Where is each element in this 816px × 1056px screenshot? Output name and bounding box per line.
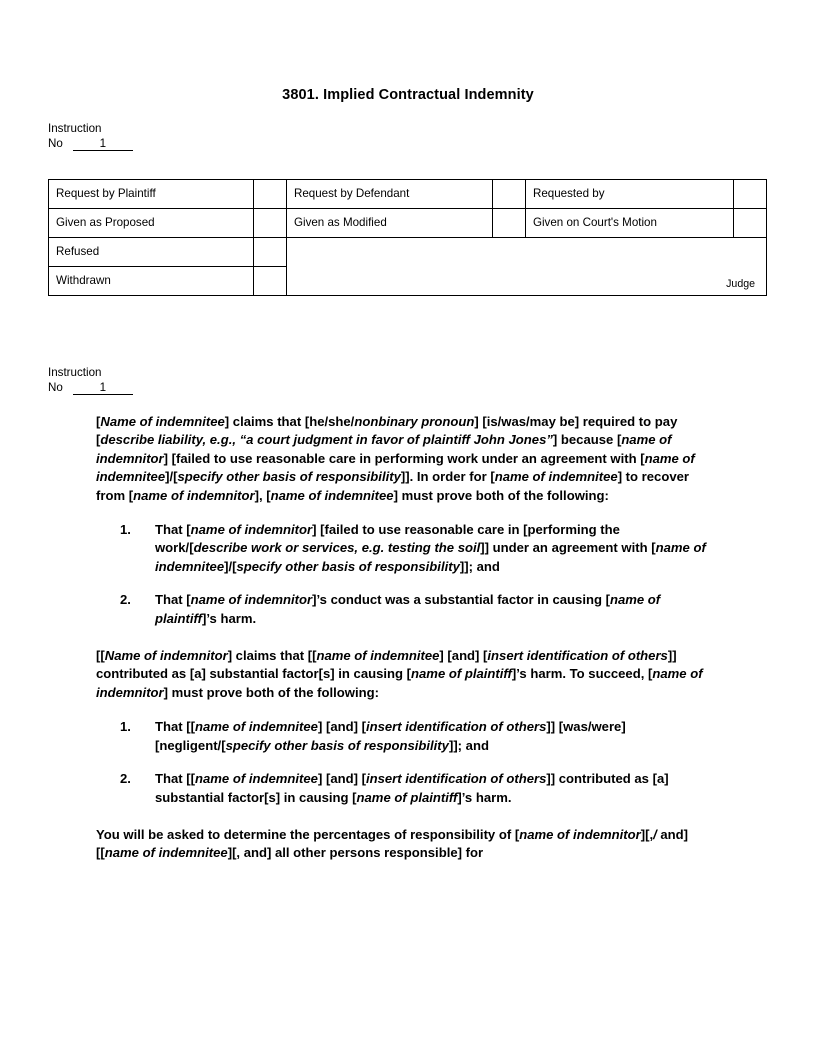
placeholder-text: name of indemnitee — [96, 450, 695, 485]
placeholder-text: / — [653, 826, 657, 842]
instruction-body — [96, 413, 714, 863]
static-text: ] [failed to use reasonable care in [performing the work/[ — [155, 522, 620, 556]
placeholder-text: insert identification of others — [365, 771, 547, 787]
instruction-no-label: No — [48, 136, 63, 150]
cell-refused: Refused — [49, 238, 254, 267]
paragraph-percentages — [96, 826, 714, 863]
checkbox-given-on-courts-motion[interactable] — [733, 209, 766, 238]
static-text: ]] contributed as [a] substantial factor[s] in causing [ — [96, 648, 677, 682]
placeholder-text: name of indemnitor — [519, 826, 641, 842]
static-text: ] [and] [ — [439, 648, 488, 664]
static-text: ] claims that [[ — [227, 648, 317, 664]
cell-request-by-plaintiff: Request by Plaintiff — [49, 180, 254, 209]
instruction-number-row — [48, 137, 133, 152]
static-text: [[ — [96, 648, 105, 664]
elements-list-indemnitor — [96, 718, 714, 807]
placeholder-text: name of plaintiff — [356, 789, 458, 805]
placeholder-text: name of indemnitee — [195, 771, 318, 787]
checkbox-request-by-plaintiff[interactable] — [253, 180, 286, 209]
placeholder-text: name of indemnitee — [316, 648, 440, 664]
checkbox-given-as-proposed[interactable] — [253, 209, 286, 238]
placeholder-text: insert identification of others — [487, 648, 668, 664]
list-item-text — [155, 719, 626, 752]
cell-given-as-modified: Given as Modified — [286, 209, 492, 238]
placeholder-text: Name of indemnitor — [104, 648, 228, 664]
placeholder-text: name of indemnitee — [155, 540, 706, 574]
list-item-text — [155, 771, 669, 804]
signature-label-judge: Judge — [726, 278, 755, 290]
cell-requested-by: Requested by — [525, 180, 733, 209]
cell-withdrawn: Withdrawn — [49, 267, 254, 296]
static-text: ] must prove both of the following: — [393, 487, 609, 503]
placeholder-text: name of indemnitee — [494, 469, 618, 485]
instruction-number-header-body — [48, 366, 133, 395]
cell-given-on-courts-motion: Given on Court's Motion — [525, 209, 733, 238]
static-text: ] [and] [ — [317, 719, 366, 735]
checkbox-requested-by[interactable] — [733, 180, 766, 209]
static-text: ] to recover from [ — [96, 469, 689, 503]
static-text: That [ — [155, 592, 191, 608]
placeholder-text: specify other basis of responsibility — [236, 558, 460, 574]
static-text: ]] [was/were] [negligent/[ — [155, 719, 626, 753]
cell-request-by-defendant: Request by Defendant — [286, 180, 492, 209]
static-text: That [ — [155, 522, 191, 538]
instruction-no-label: No — [48, 380, 63, 394]
placeholder-text: name of indemnitor — [96, 432, 672, 466]
placeholder-text: describe work or services, e.g. testing the soil — [193, 540, 481, 556]
list-item-number: 1. — [120, 719, 131, 735]
judge-signature-cell — [286, 238, 766, 296]
static-text: You will be asked to determine the percentages of responsibility of [ — [96, 826, 520, 842]
instruction-number-row — [48, 381, 133, 396]
table-row — [49, 209, 767, 238]
paragraph-comparative-fault — [96, 647, 714, 702]
instruction-no-value[interactable]: 1 — [73, 137, 133, 151]
static-text: ], [ — [254, 487, 271, 503]
list-item-number: 2. — [120, 771, 131, 787]
list-item — [96, 770, 714, 807]
static-text: That [[ — [155, 771, 195, 787]
list-item — [96, 591, 714, 628]
placeholder-text: name of indemnitor — [190, 522, 313, 538]
placeholder-text: name of indemnitee — [195, 719, 318, 735]
page-title: 3801. Implied Contractual Indemnity — [282, 87, 534, 103]
static-text: and] [[ — [96, 826, 688, 861]
checkbox-given-as-modified[interactable] — [492, 209, 525, 238]
static-text: ][, and] all other persons responsible] for — [227, 845, 484, 861]
static-text: [ — [96, 414, 101, 429]
static-text: ]’s harm. To succeed, [ — [511, 666, 653, 682]
static-text: That [[ — [155, 719, 195, 735]
static-text: ]]; and — [459, 558, 500, 574]
static-text: ] [is/was/may be] required to pay [ — [96, 414, 678, 448]
static-text: ]’s harm. — [457, 789, 512, 805]
placeholder-text: specify other basis of responsibility — [177, 469, 401, 485]
signature-block — [464, 276, 755, 291]
static-text: ] because [ — [552, 432, 622, 448]
placeholder-text: name of indemnitor — [133, 487, 255, 503]
checkbox-withdrawn[interactable] — [253, 267, 286, 296]
static-text: ]]. In order for [ — [400, 469, 495, 485]
static-text: ] [and] [ — [317, 771, 366, 787]
instruction-disposition-table — [48, 179, 767, 296]
placeholder-text: insert identification of others — [365, 719, 547, 735]
list-item-number: 1. — [120, 522, 131, 538]
placeholder-text: name of indemnitee — [104, 845, 228, 861]
static-text: ]’s conduct was a substantial factor in causing [ — [312, 592, 610, 608]
placeholder-text: name of indemnitor — [96, 666, 703, 700]
static-text: ]’s harm. — [202, 610, 257, 626]
static-text: ]] contributed as [a] substantial factor[s] in causing [ — [155, 771, 669, 805]
instruction-number-header-top — [48, 122, 133, 151]
list-item — [96, 521, 714, 576]
placeholder-text: name of indemnitee — [270, 487, 394, 503]
table-row — [49, 238, 767, 267]
static-text: ]]; and — [448, 737, 489, 753]
instruction-label: Instruction — [48, 366, 102, 379]
list-item — [96, 718, 714, 755]
instruction-no-value[interactable]: 1 — [73, 381, 133, 395]
instruction-label: Instruction — [48, 122, 102, 135]
list-item-text — [155, 592, 660, 625]
placeholder-text: specify other basis of responsibility — [225, 737, 449, 753]
placeholder-text: name of plaintiff — [155, 592, 661, 626]
placeholder-text: name of plaintiff — [411, 666, 512, 682]
static-text: ] must prove both of the following: — [163, 684, 379, 700]
placeholder-text: describe liability, e.g., “a court judgment in favor of plaintiff John Jones” — [100, 432, 553, 448]
checkbox-refused[interactable] — [253, 238, 286, 267]
static-text: ]/[ — [165, 469, 178, 485]
static-text: ][, — [640, 826, 654, 842]
static-text: ]/[ — [224, 558, 237, 574]
static-text: ] [failed to use reasonable care in performing work under an agreement with [ — [163, 450, 645, 466]
placeholder-text: name of indemnitor — [190, 592, 313, 608]
elements-list-indemnitee — [96, 521, 714, 628]
cell-given-as-proposed: Given as Proposed — [49, 209, 254, 238]
static-text: ] claims that [he/she/ — [224, 414, 355, 429]
list-item-number: 2. — [120, 592, 131, 608]
list-item-text — [155, 522, 706, 574]
placeholder-text: nonbinary pronoun — [354, 414, 475, 429]
placeholder-text: Name of indemnitee — [100, 414, 225, 429]
static-text: ]] under an agreement with [ — [480, 540, 656, 556]
table-row — [49, 180, 767, 209]
paragraph-intro — [96, 413, 714, 505]
checkbox-request-by-defendant[interactable] — [492, 180, 525, 209]
